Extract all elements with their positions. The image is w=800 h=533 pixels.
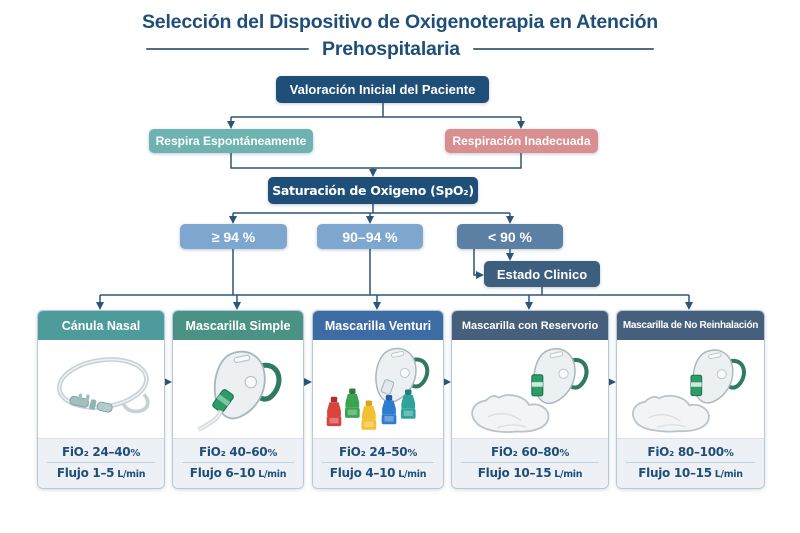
device-card-mascarilla-venturi: [312, 310, 444, 489]
device-card-canula-nasal: [37, 310, 165, 489]
device-image: [452, 340, 608, 438]
device-specs: [452, 438, 608, 488]
initial-assessment-box: Valoración Inicial del Paciente: [276, 76, 489, 103]
oxygen-saturation-box: Saturación de Oxigeno (SpO₂): [268, 177, 478, 204]
fio2-value: FiO₂ 80–100%: [647, 445, 734, 459]
device-specs: [38, 438, 164, 488]
device-card-mascarilla-no-reinhalacion: [616, 310, 765, 489]
simple-mask-icon: [183, 345, 293, 433]
title-line-2: Prehospitalaria: [322, 38, 460, 60]
device-card-mascarilla-simple: [172, 310, 304, 489]
device-card-header: Mascarilla Venturi: [313, 311, 443, 340]
fio2-value: FiO₂ 60–80%: [490, 445, 570, 459]
device-card-header: Mascarilla de No Reinhalación: [617, 311, 764, 340]
spo2-low-box: < 90 %: [457, 224, 563, 249]
device-image: [313, 340, 443, 438]
spo2-mid-box: 90–94 %: [317, 224, 423, 249]
fio2-value: FiO₂ 24–50%: [338, 445, 418, 459]
non-rebreather-mask-icon: [629, 345, 753, 433]
flow-value: Flujo 1–5 L/min: [56, 466, 146, 480]
device-card-header: Mascarilla Simple: [173, 311, 303, 340]
device-card-header: Mascarilla con Reservorio: [452, 311, 608, 340]
title-line-1: Selección del Dispositivo de Oxigenoterapia en Atención: [142, 11, 658, 33]
fio2-value: FiO₂ 24–40%: [61, 445, 141, 459]
flow-value: Flujo 4–10 L/min: [329, 466, 427, 480]
device-specs: [173, 438, 303, 488]
title-rule-right: [473, 48, 654, 50]
clinical-status-box: Estado Clinico: [484, 261, 600, 287]
title-rule-left: [146, 48, 309, 50]
flow-value: Flujo 6–10 L/min: [189, 466, 287, 480]
device-specs: [313, 438, 443, 488]
venturi-mask-icon: [323, 345, 433, 433]
fio2-value: FiO₂ 40–60%: [198, 445, 278, 459]
reservoir-mask-icon: [466, 345, 594, 433]
page-title: [0, 9, 800, 62]
spo2-high-box: ≥ 94 %: [180, 224, 287, 249]
device-card-mascarilla-con-reservorio: [451, 310, 609, 489]
flow-value: Flujo 10–15 L/min: [638, 466, 743, 480]
device-image: [38, 340, 164, 438]
device-specs: [617, 438, 764, 488]
inadequate-breathing-box: Respiración Inadecuada: [445, 129, 598, 153]
device-image: [617, 340, 764, 438]
device-image: [173, 340, 303, 438]
breathes-spontaneously-box: Respira Espontáneamente: [149, 129, 313, 153]
device-card-header: Cánula Nasal: [38, 311, 164, 340]
nasal-cannula-icon: [45, 346, 157, 432]
flow-value: Flujo 10–15 L/min: [477, 466, 583, 480]
